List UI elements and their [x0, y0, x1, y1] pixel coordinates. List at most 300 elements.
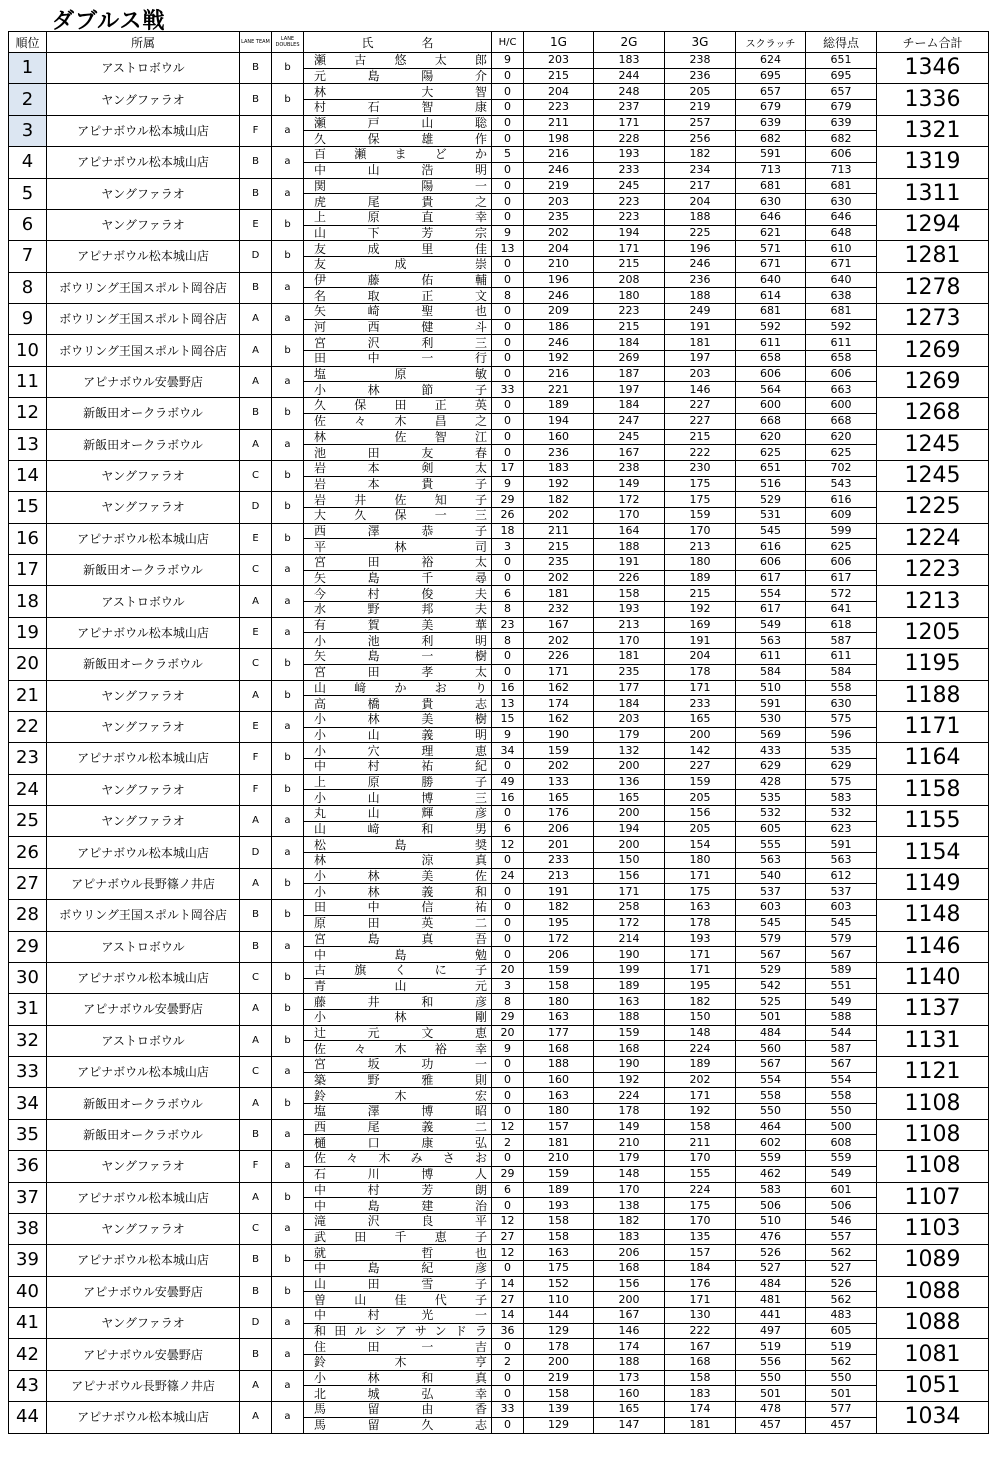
- game1-cell: 213: [524, 868, 594, 884]
- game3-cell: 183: [665, 1386, 736, 1402]
- club-cell: アピナボウル長野篠ノ井店: [47, 1370, 240, 1401]
- table-row: [9, 1213, 989, 1229]
- game3-cell: 175: [665, 884, 736, 900]
- table-row: [9, 649, 989, 665]
- player-name-cell: 瀬古悠太郎: [304, 53, 492, 69]
- total-cell: 501: [806, 1386, 877, 1402]
- game1-cell: 206: [524, 947, 594, 963]
- game1-cell: 191: [524, 884, 594, 900]
- table-row: [9, 743, 989, 759]
- game2-cell: 224: [594, 1088, 665, 1104]
- player-name-cell: 曽山佳代子: [304, 1292, 492, 1308]
- game3-cell: 197: [665, 351, 736, 367]
- game2-cell: 147: [594, 1417, 665, 1433]
- table-row: [9, 398, 989, 414]
- table-row: [9, 209, 989, 225]
- table-row: [9, 1276, 989, 1292]
- player-name-cell: 中村祐紀: [304, 758, 492, 774]
- lane-doubles-cell: b: [272, 398, 304, 429]
- game3-cell: 159: [665, 507, 736, 523]
- game1-cell: 226: [524, 649, 594, 665]
- player-name-cell: 築野雅則: [304, 1072, 492, 1088]
- rank-cell: 1: [9, 53, 47, 84]
- handicap-cell: 0: [492, 1386, 524, 1402]
- lane-team-cell: B: [240, 1339, 272, 1370]
- game1-cell: 182: [524, 900, 594, 916]
- team-total-cell: 1346: [877, 53, 989, 84]
- lane-team-cell: A: [240, 1402, 272, 1433]
- game3-cell: 167: [665, 1339, 736, 1355]
- scratch-cell: 484: [736, 1025, 806, 1041]
- total-cell: 600: [806, 398, 877, 414]
- game2-cell: 235: [594, 664, 665, 680]
- total-cell: 596: [806, 727, 877, 743]
- total-cell: 557: [806, 1229, 877, 1245]
- game3-cell: 171: [665, 962, 736, 978]
- scratch-cell: 478: [736, 1402, 806, 1418]
- player-name-cell: 西澤恭子: [304, 523, 492, 539]
- club-cell: ヤングファラオ: [47, 178, 240, 209]
- rank-cell: 14: [9, 460, 47, 491]
- player-name-cell: 佐々木裕幸: [304, 1041, 492, 1057]
- game2-cell: 138: [594, 1198, 665, 1214]
- scratch-cell: 592: [736, 319, 806, 335]
- total-cell: 551: [806, 978, 877, 994]
- club-cell: ヤングファラオ: [47, 711, 240, 742]
- handicap-cell: 0: [492, 758, 524, 774]
- handicap-cell: 0: [492, 931, 524, 947]
- scratch-cell: 554: [736, 586, 806, 602]
- game1-cell: 129: [524, 1323, 594, 1339]
- game2-cell: 244: [594, 68, 665, 84]
- team-total-cell: 1164: [877, 743, 989, 774]
- handicap-cell: 12: [492, 1119, 524, 1135]
- total-cell: 575: [806, 711, 877, 727]
- player-name-cell: 塩原敏: [304, 366, 492, 382]
- game2-cell: 226: [594, 570, 665, 586]
- scratch-cell: 556: [736, 1355, 806, 1371]
- player-name-cell: 馬留久志: [304, 1417, 492, 1433]
- rank-cell: 7: [9, 241, 47, 272]
- scratch-cell: 621: [736, 225, 806, 241]
- scratch-cell: 603: [736, 900, 806, 916]
- total-cell: 575: [806, 774, 877, 790]
- total-cell: 681: [806, 178, 877, 194]
- game2-cell: 172: [594, 915, 665, 931]
- scratch-cell: 531: [736, 507, 806, 523]
- rank-cell: 22: [9, 711, 47, 742]
- scratch-cell: 542: [736, 978, 806, 994]
- game1-cell: 168: [524, 1041, 594, 1057]
- table-row: [9, 1151, 989, 1167]
- team-total-cell: 1081: [877, 1339, 989, 1370]
- game3-cell: 224: [665, 1041, 736, 1057]
- game3-cell: 189: [665, 1057, 736, 1073]
- scratch-cell: 579: [736, 931, 806, 947]
- game1-cell: 210: [524, 1151, 594, 1167]
- game2-cell: 170: [594, 633, 665, 649]
- rank-cell: 16: [9, 523, 47, 554]
- game1-cell: 188: [524, 1057, 594, 1073]
- lane-team-cell: A: [240, 1182, 272, 1213]
- handicap-cell: 9: [492, 727, 524, 743]
- game2-cell: 245: [594, 178, 665, 194]
- header-hc: H/C: [492, 32, 524, 53]
- rank-cell: 9: [9, 304, 47, 335]
- game1-cell: 183: [524, 460, 594, 476]
- table-row: [9, 1245, 989, 1261]
- lane-doubles-cell: a: [272, 115, 304, 146]
- game2-cell: 179: [594, 1151, 665, 1167]
- scratch-cell: 537: [736, 884, 806, 900]
- game2-cell: 184: [594, 696, 665, 712]
- game3-cell: 171: [665, 680, 736, 696]
- team-total-cell: 1155: [877, 806, 989, 837]
- game2-cell: 200: [594, 837, 665, 853]
- team-total-cell: 1245: [877, 429, 989, 460]
- club-cell: ヤングファラオ: [47, 492, 240, 523]
- game1-cell: 165: [524, 790, 594, 806]
- lane-team-cell: B: [240, 178, 272, 209]
- game3-cell: 171: [665, 947, 736, 963]
- club-cell: ヤングファラオ: [47, 84, 240, 115]
- game1-cell: 200: [524, 1355, 594, 1371]
- player-name-cell: 武田千恵子: [304, 1229, 492, 1245]
- game2-cell: 189: [594, 978, 665, 994]
- player-name-cell: 滝沢良平: [304, 1213, 492, 1229]
- total-cell: 618: [806, 617, 877, 633]
- player-name-cell: 今村俊夫: [304, 586, 492, 602]
- scratch-cell: 567: [736, 1057, 806, 1073]
- club-cell: アピナボウル松本城山店: [47, 147, 240, 178]
- table-row: [9, 931, 989, 947]
- team-total-cell: 1089: [877, 1245, 989, 1276]
- rank-cell: 29: [9, 931, 47, 962]
- scratch-cell: 639: [736, 115, 806, 131]
- player-name-cell: 山﨑和男: [304, 821, 492, 837]
- scratch-cell: 640: [736, 272, 806, 288]
- game2-cell: 182: [594, 1213, 665, 1229]
- total-cell: 558: [806, 1088, 877, 1104]
- handicap-cell: 0: [492, 1370, 524, 1386]
- club-cell: アピナボウル松本城山店: [47, 523, 240, 554]
- player-name-cell: 田中信祐: [304, 900, 492, 916]
- game3-cell: 236: [665, 272, 736, 288]
- handicap-cell: 0: [492, 1072, 524, 1088]
- total-cell: 558: [806, 680, 877, 696]
- total-cell: 606: [806, 555, 877, 571]
- game2-cell: 200: [594, 758, 665, 774]
- game3-cell: 227: [665, 413, 736, 429]
- lane-team-cell: A: [240, 429, 272, 460]
- total-cell: 608: [806, 1135, 877, 1151]
- lane-doubles-cell: a: [272, 1213, 304, 1244]
- scratch-cell: 671: [736, 256, 806, 272]
- scratch-cell: 591: [736, 147, 806, 163]
- rank-cell: 43: [9, 1370, 47, 1401]
- player-name-cell: 小林和真: [304, 1370, 492, 1386]
- game3-cell: 174: [665, 1402, 736, 1418]
- handicap-cell: 0: [492, 351, 524, 367]
- total-cell: 610: [806, 241, 877, 257]
- total-cell: 679: [806, 100, 877, 116]
- game1-cell: 162: [524, 711, 594, 727]
- game2-cell: 188: [594, 539, 665, 555]
- rank-cell: 3: [9, 115, 47, 146]
- game3-cell: 246: [665, 256, 736, 272]
- scratch-cell: 602: [736, 1135, 806, 1151]
- player-name-cell: 小山博三: [304, 790, 492, 806]
- lane-doubles-cell: b: [272, 680, 304, 711]
- handicap-cell: 0: [492, 445, 524, 461]
- game1-cell: 219: [524, 1370, 594, 1386]
- player-name-cell: 岩本剣太: [304, 460, 492, 476]
- game2-cell: 170: [594, 1182, 665, 1198]
- header-row: [9, 32, 989, 53]
- game2-cell: 168: [594, 1260, 665, 1276]
- table-row: [9, 806, 989, 822]
- team-total-cell: 1171: [877, 711, 989, 742]
- game2-cell: 184: [594, 398, 665, 414]
- game3-cell: 175: [665, 476, 736, 492]
- game1-cell: 204: [524, 84, 594, 100]
- game2-cell: 181: [594, 649, 665, 665]
- game3-cell: 182: [665, 147, 736, 163]
- team-total-cell: 1051: [877, 1370, 989, 1401]
- handicap-cell: 0: [492, 1104, 524, 1120]
- rank-cell: 12: [9, 398, 47, 429]
- game3-cell: 189: [665, 570, 736, 586]
- table-row: [9, 1057, 989, 1073]
- handicap-cell: 16: [492, 790, 524, 806]
- player-name-cell: 河西健斗: [304, 319, 492, 335]
- lane-doubles-cell: a: [272, 1119, 304, 1150]
- player-name-cell: 小林剛: [304, 1009, 492, 1025]
- player-name-cell: 林 大智: [304, 84, 492, 100]
- header-rank: 順位: [9, 32, 47, 53]
- game1-cell: 190: [524, 727, 594, 743]
- team-total-cell: 1273: [877, 304, 989, 335]
- handicap-cell: 0: [492, 413, 524, 429]
- game1-cell: 159: [524, 1166, 594, 1182]
- handicap-cell: 0: [492, 570, 524, 586]
- game2-cell: 158: [594, 586, 665, 602]
- table-row: [9, 1339, 989, 1355]
- game2-cell: 159: [594, 1025, 665, 1041]
- game1-cell: 189: [524, 1182, 594, 1198]
- player-name-cell: 佐々木みさお: [304, 1151, 492, 1167]
- rank-cell: 8: [9, 272, 47, 303]
- scratch-cell: 600: [736, 398, 806, 414]
- game2-cell: 156: [594, 1276, 665, 1292]
- team-total-cell: 1213: [877, 586, 989, 617]
- handicap-cell: 0: [492, 900, 524, 916]
- player-name-cell: 樋口康弘: [304, 1135, 492, 1151]
- total-cell: 562: [806, 1292, 877, 1308]
- total-cell: 625: [806, 445, 877, 461]
- total-cell: 562: [806, 1355, 877, 1371]
- handicap-cell: 8: [492, 602, 524, 618]
- game3-cell: 249: [665, 304, 736, 320]
- handicap-cell: 0: [492, 1057, 524, 1073]
- table-row: [9, 711, 989, 727]
- total-cell: 609: [806, 507, 877, 523]
- page-title: ダブルス戦: [52, 9, 166, 34]
- handicap-cell: 0: [492, 884, 524, 900]
- lane-team-cell: B: [240, 147, 272, 178]
- table-row: [9, 304, 989, 320]
- handicap-cell: 0: [492, 1417, 524, 1433]
- game1-cell: 232: [524, 602, 594, 618]
- game3-cell: 200: [665, 727, 736, 743]
- game3-cell: 182: [665, 994, 736, 1010]
- total-cell: 567: [806, 947, 877, 963]
- club-cell: 新飯田オークラボウル: [47, 398, 240, 429]
- club-cell: 新飯田オークラボウル: [47, 429, 240, 460]
- total-cell: 544: [806, 1025, 877, 1041]
- game1-cell: 192: [524, 351, 594, 367]
- team-total-cell: 1225: [877, 492, 989, 523]
- lane-doubles-cell: b: [272, 900, 304, 931]
- game2-cell: 223: [594, 194, 665, 210]
- header-lane-team: LANE TEAM: [240, 32, 272, 53]
- game3-cell: 215: [665, 586, 736, 602]
- table-row: [9, 84, 989, 100]
- handicap-cell: 0: [492, 1088, 524, 1104]
- game3-cell: 222: [665, 1323, 736, 1339]
- lane-doubles-cell: b: [272, 209, 304, 240]
- team-total-cell: 1321: [877, 115, 989, 146]
- handicap-cell: 8: [492, 633, 524, 649]
- scratch-cell: 501: [736, 1386, 806, 1402]
- total-cell: 457: [806, 1417, 877, 1433]
- total-cell: 562: [806, 1245, 877, 1261]
- table-row: [9, 994, 989, 1010]
- table-row: [9, 1308, 989, 1324]
- game3-cell: 178: [665, 664, 736, 680]
- game1-cell: 206: [524, 821, 594, 837]
- game3-cell: 238: [665, 53, 736, 69]
- player-name-cell: 伊藤佑輔: [304, 272, 492, 288]
- game2-cell: 178: [594, 1104, 665, 1120]
- club-cell: アピナボウル松本城山店: [47, 1245, 240, 1276]
- game2-cell: 149: [594, 1119, 665, 1135]
- game2-cell: 215: [594, 256, 665, 272]
- game2-cell: 171: [594, 241, 665, 257]
- handicap-cell: 14: [492, 1308, 524, 1324]
- scratch-cell: 540: [736, 868, 806, 884]
- scratch-cell: 464: [736, 1119, 806, 1135]
- player-name-cell: 塩澤博昭: [304, 1104, 492, 1120]
- lane-doubles-cell: b: [272, 460, 304, 491]
- table-row: [9, 1402, 989, 1418]
- table-row: [9, 586, 989, 602]
- handicap-cell: 12: [492, 837, 524, 853]
- club-cell: ヤングファラオ: [47, 1213, 240, 1244]
- game1-cell: 159: [524, 962, 594, 978]
- game1-cell: 216: [524, 147, 594, 163]
- game1-cell: 202: [524, 570, 594, 586]
- game3-cell: 204: [665, 194, 736, 210]
- table-row: [9, 147, 989, 163]
- game3-cell: 170: [665, 523, 736, 539]
- game2-cell: 184: [594, 335, 665, 351]
- total-cell: 532: [806, 806, 877, 822]
- header-name: 氏 名: [304, 32, 492, 53]
- table-row: [9, 460, 989, 476]
- game1-cell: 163: [524, 1245, 594, 1261]
- scratch-cell: 682: [736, 131, 806, 147]
- rank-cell: 35: [9, 1119, 47, 1150]
- handicap-cell: 34: [492, 743, 524, 759]
- game2-cell: 200: [594, 1292, 665, 1308]
- club-cell: ヤングファラオ: [47, 774, 240, 805]
- player-name-cell: 水野邦夫: [304, 602, 492, 618]
- player-name-cell: 鈴木亨: [304, 1355, 492, 1371]
- handicap-cell: 49: [492, 774, 524, 790]
- game1-cell: 221: [524, 382, 594, 398]
- lane-doubles-cell: a: [272, 1402, 304, 1433]
- total-cell: 537: [806, 884, 877, 900]
- handicap-cell: 9: [492, 476, 524, 492]
- lane-team-cell: C: [240, 555, 272, 586]
- player-name-cell: 友成里佳: [304, 241, 492, 257]
- game3-cell: 233: [665, 696, 736, 712]
- lane-doubles-cell: b: [272, 492, 304, 523]
- scratch-cell: 646: [736, 209, 806, 225]
- handicap-cell: 5: [492, 147, 524, 163]
- game2-cell: 174: [594, 1339, 665, 1355]
- scratch-cell: 497: [736, 1323, 806, 1339]
- total-cell: 606: [806, 147, 877, 163]
- handicap-cell: 8: [492, 994, 524, 1010]
- lane-doubles-cell: b: [272, 1025, 304, 1056]
- handicap-cell: 0: [492, 319, 524, 335]
- total-cell: 584: [806, 664, 877, 680]
- total-cell: 646: [806, 209, 877, 225]
- player-name-cell: 松島奨: [304, 837, 492, 853]
- game2-cell: 269: [594, 351, 665, 367]
- lane-doubles-cell: a: [272, 147, 304, 178]
- lane-doubles-cell: a: [272, 366, 304, 397]
- total-cell: 641: [806, 602, 877, 618]
- header-team-total: チーム合計: [877, 32, 989, 53]
- handicap-cell: 0: [492, 915, 524, 931]
- table-row: [9, 1025, 989, 1041]
- team-total-cell: 1245: [877, 460, 989, 491]
- table-row: [9, 962, 989, 978]
- game1-cell: 177: [524, 1025, 594, 1041]
- lane-doubles-cell: a: [272, 1308, 304, 1339]
- handicap-cell: 20: [492, 1025, 524, 1041]
- total-cell: 695: [806, 68, 877, 84]
- scratch-cell: 563: [736, 633, 806, 649]
- lane-team-cell: A: [240, 1088, 272, 1119]
- rank-cell: 34: [9, 1088, 47, 1119]
- total-cell: 500: [806, 1119, 877, 1135]
- club-cell: ヤングファラオ: [47, 1151, 240, 1182]
- player-name-cell: 小池利明: [304, 633, 492, 649]
- total-cell: 639: [806, 115, 877, 131]
- game1-cell: 178: [524, 1339, 594, 1355]
- game2-cell: 191: [594, 555, 665, 571]
- game1-cell: 175: [524, 1260, 594, 1276]
- total-cell: 559: [806, 1151, 877, 1167]
- player-name-cell: 就 哲也: [304, 1245, 492, 1261]
- rank-cell: 23: [9, 743, 47, 774]
- player-name-cell: 古旗くに子: [304, 962, 492, 978]
- game3-cell: 184: [665, 1260, 736, 1276]
